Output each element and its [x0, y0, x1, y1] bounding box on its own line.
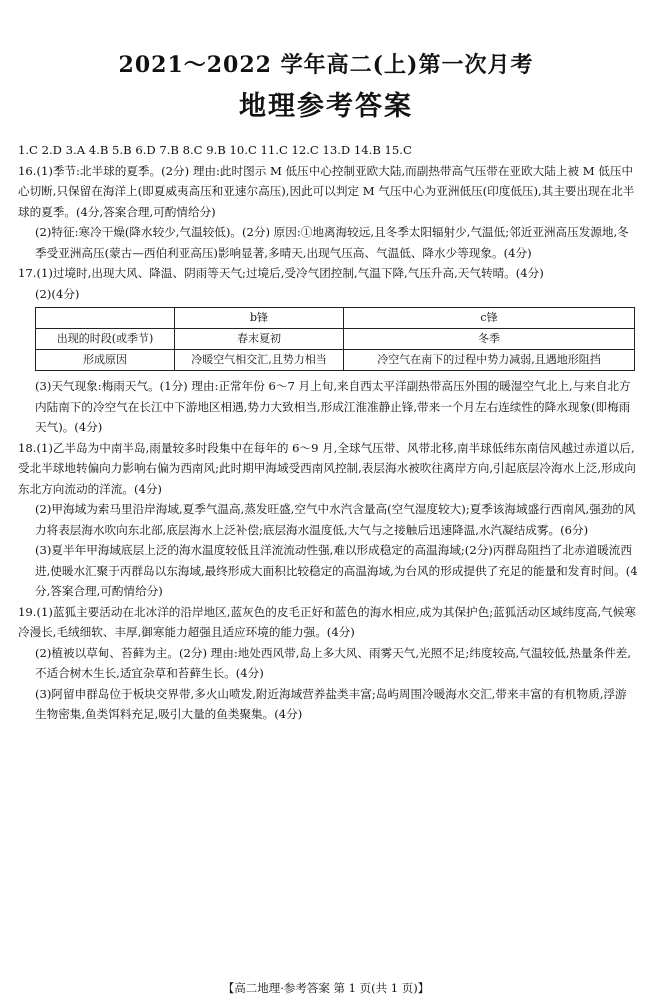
page-footer: 【高二地理·参考答案 第 1 页(共 1 页)】	[222, 981, 430, 995]
table-cell: 春末夏初	[175, 329, 344, 350]
q16-part2: (2)特征:寒冷干燥(降水较少,气温较低)。(2分) 原因:①地离海较远,且冬季太阳辐射少,气温低;邻近亚洲高压发源地,冬季受亚洲高压(蒙古—西伯利亚高压)影响显著,多晴天,出现气压高、气温低、降水少等现象。(4分)	[35, 225, 629, 260]
table-cell: 出现的时段(或季节)	[36, 329, 175, 350]
q19-part2: (2)植被以草甸、苔藓为主。(2分) 理由:地处西风带,岛上多大风、雨雾天气,光照不足;纬度较高,气温较低,热量条件差,不适合树木生长,适宜杂草和苔藓生长。(4分)	[35, 645, 632, 680]
table-header-row	[36, 308, 635, 329]
table-cell: 形成原因	[36, 350, 175, 371]
table-header-cell: c锋	[344, 308, 635, 329]
table-cell: 冷暖空气相交汇,且势力相当	[175, 350, 344, 371]
table-cell: 冷空气在南下的过程中势力减弱,且遇地形阻挡	[344, 350, 635, 371]
q18-part3: (3)夏半年甲海域底层上泛的海水温度较低且洋流流动性强,难以形成稳定的高温海域;(2分)丙群岛阻挡了北赤道暖流西进,使暖水汇聚于丙群岛以东海域,最终形成大面积比较稳定的高温海域,为台风的形成提供了充足的能量和发育时间。(4分,答案合理,可酌情给分)	[35, 543, 638, 598]
table-header-cell: b锋	[175, 308, 344, 329]
q18-part1: 18.(1)乙半岛为中南半岛,雨量较多时段集中在每年的 6～9 月,全球气压带、风带北移,南半球低纬东南信风越过赤道以后,受北半球地转偏向力影响右偏为西南风;此时期甲海域受西南风控制,表层海水被吹往离岸方向,引起底层冷海水上泛,形成向东北方向流动的洋流。(4分)	[18, 440, 636, 496]
answer-key-title: 地理参考答案	[239, 91, 413, 122]
table-header-cell	[36, 308, 175, 329]
front-comparison-table	[35, 307, 635, 371]
q17-part1: 17.(1)过境时,出现大风、降温、阴雨等天气;过境后,受冷气团控制,气温下降,气压升高,天气转晴。(4分)	[18, 266, 544, 280]
q17-part2: (2)(4分)	[35, 286, 80, 301]
q16-part1: 16.(1)季节:北半球的夏季。(2分) 理由:此时图示 M 低压中心控制亚欧大陆,而副热带高气压带在亚欧大陆上被 M 低压中心切断,只保留在海洋上(即夏威夷高压和亚速尔高压),因此可以判定 M 气压中心为亚洲低压(印度低压),其主要出现在北半球的夏季。(4分,答案合理,可酌情给分)	[18, 163, 635, 219]
exam-title: 2021～2022 学年高二(上)第一次月考	[118, 52, 534, 78]
q19-part1: 19.(1)蓝狐主要活动在北冰洋的沿岸地区,蓝灰色的皮毛正好和蓝色的海水相应,成为其保护色;蓝狐活动区域纬度高,气候寒冷漫长,毛绒细软、丰厚,御寒能力超强且适应环境的能力强。(4分)	[18, 604, 636, 639]
table-row	[36, 329, 635, 350]
q18-part2: (2)甲海域为索马里沿岸海域,夏季气温高,蒸发旺盛,空气中水汽含量高(空气湿度较大);夏季该海域盛行西南风,强劲的风力将表层海水吹向东北部,底层海水上泛补偿;底层海水温度低,大气与之接触后迅速降温,水汽凝结成雾。(6分)	[35, 502, 636, 537]
q17-part3: (3)天气现象:梅雨天气。(1分) 理由:正常年份 6～7 月上旬,来自西太平洋副热带高压外围的暖湿空气北上,与来自北方内陆南下的冷空气在长江中下游地区相遇,势力大致相当,形成江淮准静止锋,带来一个月左右连续性的降水现象(即梅雨天气)。(4分)	[35, 379, 631, 434]
table-row	[36, 350, 635, 371]
table-cell: 冬季	[344, 329, 635, 350]
answer-content	[18, 140, 638, 725]
q19-part3: (3)阿留申群岛位于板块交界带,多火山喷发,附近海域营养盐类丰富;岛屿周围冷暖海水交汇,带来丰富的有机物质,浮游生物密集,鱼类饵料充足,吸引大量的鱼类聚集。(4分)	[35, 686, 627, 721]
multiple-choice-answers: 1.C 2.D 3.A 4.B 5.B 6.D 7.B 8.C 9.B 10.C 11.C 12.C 13.D 14.B 15.C	[18, 143, 412, 157]
